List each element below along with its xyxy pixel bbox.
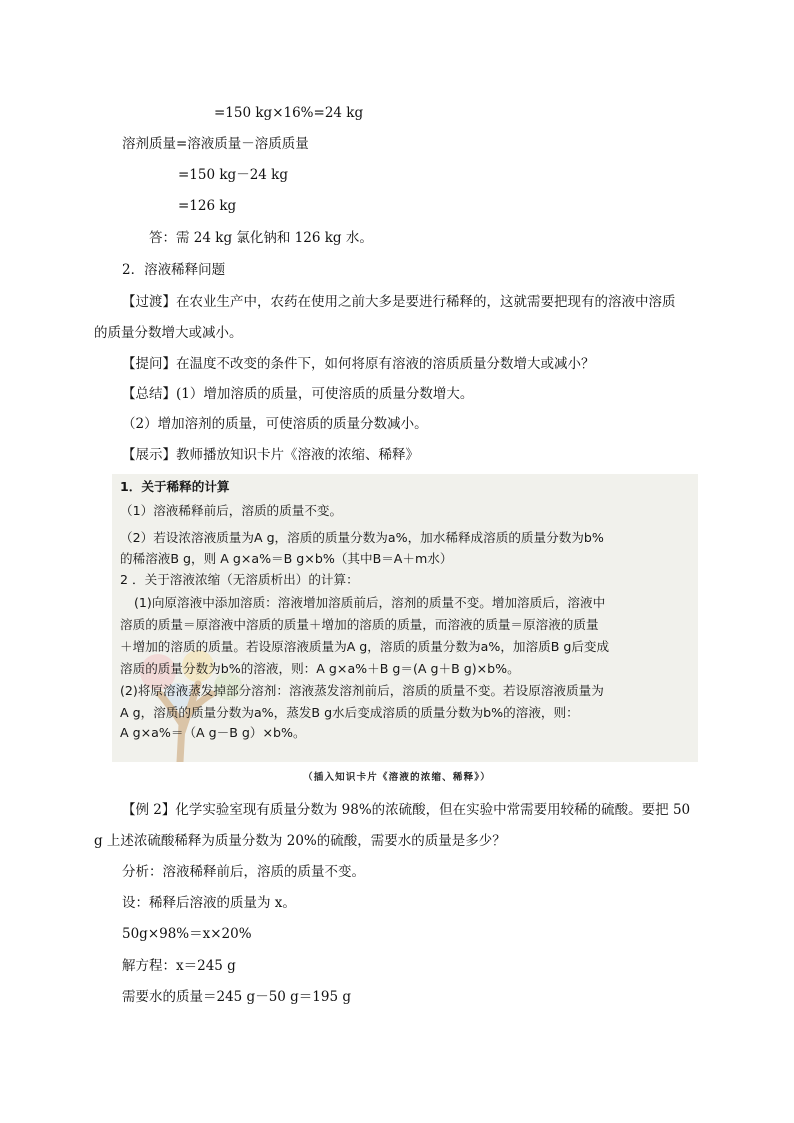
setup: 设：稀释后溶液的质量为 x。 — [122, 895, 296, 911]
card-line-1: 1．关于稀释的计算 — [120, 479, 230, 494]
card-line-7: 溶质的质量＝原溶液中溶质的质量＋增加的溶质的质量，而溶液的质量＝原溶液的质量 — [120, 617, 599, 632]
question: 【提问】在温度不改变的条件下，如何将原有溶液的溶质质量分数增大或减小？ — [122, 356, 595, 372]
card-line-9: 溶质的质量分数为b%的溶液，则：A g×a%＋B g＝(A g＋B g)×b%。 — [120, 661, 520, 676]
solvent-step2: =126 kg — [178, 198, 237, 214]
summary1: 【总结】(1）增加溶质的质量，可使溶质的质量分数增大。 — [122, 386, 474, 402]
solute-calc: =150 kg×16%=24 kg — [214, 105, 364, 121]
knowledge-card — [112, 474, 698, 762]
summary2: （2）增加溶剂的质量，可使溶质的质量分数减小。 — [122, 416, 428, 432]
example-line1: 【例 2】化学实验室现有质量分数为 98%的浓硫酸，但在实验中常需要用较稀的硫酸。要把 50 — [122, 802, 691, 818]
card-line-4: 的稀溶液B g，则 A g×a%＝B g×b%（其中B＝A＋m水） — [120, 551, 453, 566]
solve-equation: 解方程：x＝245 g — [122, 958, 236, 974]
solvent-step1: =150 kg－24 kg — [178, 167, 288, 183]
example-line2: g 上述浓硫酸稀释为质量分数为 20%的硫酸，需要水的质量是多少？ — [94, 833, 506, 849]
card-line-8: ＋增加的溶质的质量。若设原溶液质量为A g，溶质的质量分数为a%，加溶质B g后变成 — [120, 639, 610, 654]
card-line-2: （1）溶液稀释前后，溶质的质量不变。 — [120, 503, 343, 518]
card-line-3: （2）若设浓溶液质量为A g，溶质的质量分数为a%，加水稀释成溶质的质量分数为b% — [120, 530, 604, 545]
answer: 答：需 24 kg 氯化钠和 126 kg 水。 — [149, 230, 373, 246]
card-line-12: A g×a%＝（A g－B g）×b%。 — [120, 725, 306, 740]
card-caption: （插入知识卡片《溶液的浓缩、稀释》） — [303, 772, 491, 783]
water-mass: 需要水的质量＝245 g－50 g＝195 g — [122, 989, 352, 1005]
solvent-formula: 溶剂质量=溶液质量－溶质质量 — [122, 136, 309, 152]
equation: 50g×98%＝x×20% — [122, 926, 252, 942]
analysis: 分析：溶液稀释前后，溶质的质量不变。 — [122, 864, 365, 880]
section-heading: 2．溶液稀释问题 — [122, 262, 226, 278]
display-line: 【展示】教师播放知识卡片《溶液的浓缩、稀释》 — [122, 447, 419, 463]
transition-line1: 【过渡】在农业生产中，农药在使用之前大多是要进行稀释的，这就需要把现有的溶液中溶质 — [122, 294, 676, 310]
card-line-5: 2 ．关于溶液浓缩（无溶质析出）的计算： — [120, 572, 359, 587]
card-line-6: (1)向原溶液中添加溶质：溶液增加溶质前后，溶剂的质量不变。增加溶质后，溶液中 — [134, 595, 606, 610]
transition-line2: 的质量分数增大或减小。 — [94, 325, 243, 341]
card-line-11: A g，溶质的质量分数为a%，蒸发B g水后变成溶质的质量分数为b%的溶液，则： — [120, 705, 579, 720]
card-line-10: (2)将原溶液蒸发掉部分溶剂：溶液蒸发溶剂前后，溶质的质量不变。若设原溶液质量为 — [120, 683, 604, 698]
